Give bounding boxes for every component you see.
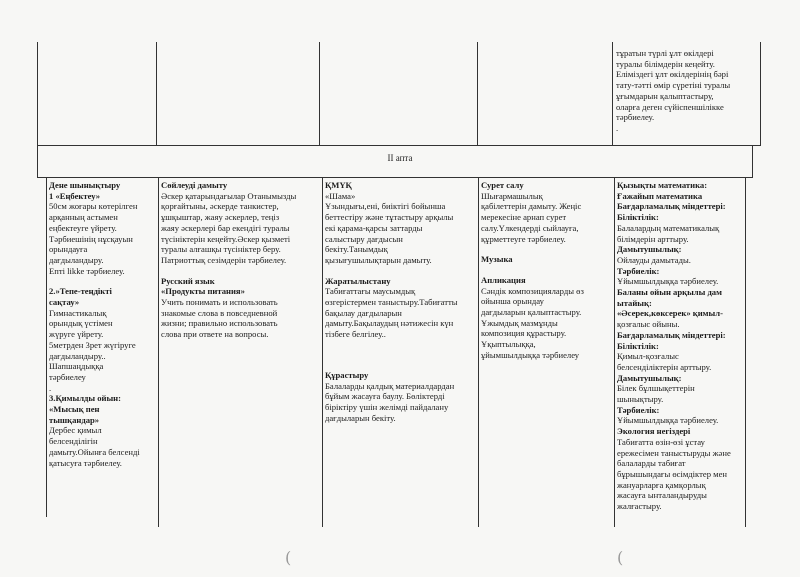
text-line: Елімiздегі ұлт өкілдерінің бәрі [616,69,729,80]
text-line: туралы алғашқы түсініктер беру. [161,244,281,255]
section-heading: Бағдарламалық міндеттері: [617,201,726,212]
text-line: туралы білімдерін кеңейту. [616,58,715,69]
text-line: жасауға ынталандыруды [617,490,707,501]
text-line: Қимыл-қозғалыс [617,351,679,362]
text-line: ережесімен таныстыруды және [617,447,731,458]
text-line: тізбеге белгілеу.. [325,329,386,340]
text-line: Шапшаңдыққа [49,361,104,372]
text-line: композиция құрастыру. [481,328,567,339]
text-line: Тәрбиешінің нұсқауын [49,233,133,244]
table-border [477,42,478,145]
text-line: Балаларды қалдық материалдардан [325,380,455,391]
text-line: Шығармашылық [481,190,543,201]
text-line: тату-тәтті өмір сүретіні туралы [616,80,731,91]
text-line: өзгерістермен таныстыру.Табиғатты [325,297,458,308]
text-line [49,276,156,286]
section-heading: тышқандар» [49,414,100,425]
text-line: еңбектеуге үйрету. [49,222,117,233]
text-line: дағдыландыру.. [49,350,106,361]
text-line [481,265,613,275]
text-line: бұйым жасауға баулу. Бөліктерді [325,391,445,402]
text-line: арқанның астымен [49,212,118,223]
table-border [745,177,746,527]
text-line: дамыту.Бақылаудың нәтижесін күн [325,318,454,329]
section-heading: 1 «Еңбектеу» [49,190,101,201]
text-line: жалғастыру. [617,501,662,512]
text-line: ойынша орындау [481,296,544,307]
margin-mark: ( [617,548,624,567]
text-line: дағдыларын қалыптастыру. [481,307,582,318]
text-line: жүруге үйрету. [49,329,104,340]
text-line: . [49,382,52,393]
section-heading: 2.»Тепе-теңдікті [49,286,112,297]
text-line: . [616,122,619,133]
text-line: құрметтеуге тәрбиелеу. [481,233,566,244]
text-line [325,266,477,276]
table-border [156,42,157,145]
text-line: слова при ответе на вопросы. [161,329,269,340]
text-line: «Шама» [325,190,356,201]
text-line: белсенділіктерін арттыру. [617,361,712,372]
text-line: екі қарама-қарсы заттарды [325,222,423,233]
table-border [46,177,47,517]
text-line: бекіту.Танымдық [325,244,388,255]
section-heading: Біліктілік: [617,340,659,351]
table-border [614,177,615,527]
column-physical-education [49,180,156,468]
text-line: 50см жоғары көтерілген [49,201,138,212]
section-heading: Баланы ойын арқылы дам [617,287,722,298]
column-fun-math [617,180,745,512]
text-line: бақылау дағдыларын [325,307,402,318]
text-line: белсенділігін [49,436,98,447]
text-line: жизни; правильно использовать [161,318,278,329]
text-line: орындық үстімен [49,318,113,329]
section-heading: Сөйлеуді дамыту [161,180,228,190]
text-line: Ойлауды дамытады. [617,254,691,265]
table-border [37,177,753,178]
section-heading: «Әсерек,көксерек» қимыл- [617,308,723,319]
section-heading: 3.Қимылды ойын: [49,393,121,404]
text-line: орындауға [49,244,88,255]
table-border [760,42,761,145]
section-heading: «Мысық пен [49,404,100,415]
column-sensory-math [325,180,477,423]
text-line: тұратын түрлі ұлт өкілдері [616,48,714,58]
text-line [161,266,321,276]
section-heading: Музыка [481,254,513,265]
section-heading: Ғажайып математика [617,190,703,201]
text-line: қозғалыс ойыны. [617,319,680,330]
text-line: Білек бұлшықеттерін [617,383,695,394]
table-border [612,42,613,145]
text-line: Дербес қимыл [49,425,102,436]
text-line: жануарларға қамқорлық [617,479,706,490]
text-line: біріктіру үшін желімді пайдалану [325,401,449,412]
text-line: түсініктерін кеңейту.Әскер қызметі [161,233,291,244]
text-line: қабілеттерін дамыту. Жеңіс [481,201,582,212]
text-line: Патриоттық сезімдерін тәрбиелеу. [161,254,287,265]
section-heading: сақтау» [49,297,80,308]
text-line [325,340,477,360]
section-heading: Сурет салу [481,180,524,190]
text-line: қорғайтыны, әскерде танкистер, [161,201,279,212]
section-heading: Жаратылыстану [325,275,391,286]
margin-mark: ( [285,548,292,567]
table-border [37,145,761,146]
section-heading: Біліктілік: [617,212,659,223]
text-line: 5метрден 3рет жүгіруге [49,339,136,350]
section-heading: Дене шынықтыру [49,180,121,190]
column-speech-development [161,180,321,340]
text-line: мерекесіне арнап сурет [481,212,567,223]
section-heading: Дамытушылық: [617,372,682,383]
text-line: ұйымшылдыққа тәрбиелеу [481,349,580,360]
text-line: Ұйымшылдыққа тәрбиелеу. [617,276,719,287]
text-line: Ұзындығы,ені, биіктігі бойынша [325,201,446,212]
top-row-text [616,48,756,134]
section-heading: ытайық: [617,297,652,308]
text-line: Әскер қатарындағылар Отанымызды [161,190,297,201]
text-line: Сәндік композицияларды өз [481,285,584,296]
text-line: Учить понимать и использовать [161,297,278,308]
text-line: Ұйымшылдыққа тәрбиелеу. [617,415,719,426]
text-line [325,360,477,370]
text-line: қатысуға тәрбиелеу. [49,457,122,468]
text-line: беттестіру және тұтастыру арқылы [325,212,454,223]
text-line: оларға деген сүйіспеншілікке [616,101,724,112]
section-heading: Русский язык [161,275,215,286]
section-heading: Қызықты математика: [617,180,708,190]
table-border [319,42,320,145]
text-line: дағдыларын бекіту. [325,412,396,423]
text-line: Епті likke тәрбиелеу. [49,265,125,276]
text-line: шынықтыру. [617,394,664,405]
text-line: балаларды табиғат [617,458,686,469]
section-heading: Бағдарламалық міндеттері: [617,329,726,340]
section-heading: Экология негіздері [617,426,691,437]
section-heading: Құрастыру [325,369,369,380]
text-line: дамыту.Ойынға белсенді [49,446,140,457]
text-line: дағдыландыру. [49,254,104,265]
text-line: Балалардың математикалық [617,222,720,233]
column-drawing [481,180,613,361]
text-line: салыстыру дағдысын [325,233,403,244]
text-line: білімдерін арттыру. [617,233,689,244]
text-line: қызығушылықтарын дамыту. [325,254,432,265]
text-line: знакомые слова в повседневной [161,307,278,318]
text-line: тәрбиелеу. [616,112,655,123]
text-line: Табиғатта өзін-өзі ұстау [617,436,705,447]
section-heading: Тәрбиелік: [617,404,660,415]
text-line: Ұжымдық мазмұнды [481,317,558,328]
text-line: бұрышындағы өсімдіктер мен [617,468,727,479]
section-heading: Тәрбиелік: [617,265,660,276]
text-line: Табиғаттағы маусымдық [325,286,416,297]
section-heading: Дамытушылық: [617,244,682,255]
section-heading: «Продукты питания» [161,286,245,297]
section-heading: Апликация [481,274,526,285]
text-line: жаяу әскерлері бар екендігі туралы [161,222,290,233]
text-line [481,244,613,254]
table-border [158,177,159,527]
text-line: ұшқыштар, жаяу әскерлер, теңіз [161,212,280,223]
table-border [322,177,323,527]
text-line: Ұқыптылыққа, [481,339,536,350]
section-heading: ҚМҮҚ [325,180,352,190]
text-line: ұғымдарын қалыптастыру, [616,90,714,101]
week-title: II апта [387,153,413,163]
text-line: тәрбиелеу [49,371,86,382]
text-line: Гимнастикалық [49,307,107,318]
text-line: салу.Үлкендерді сыйлауға, [481,222,579,233]
table-border [478,177,479,527]
